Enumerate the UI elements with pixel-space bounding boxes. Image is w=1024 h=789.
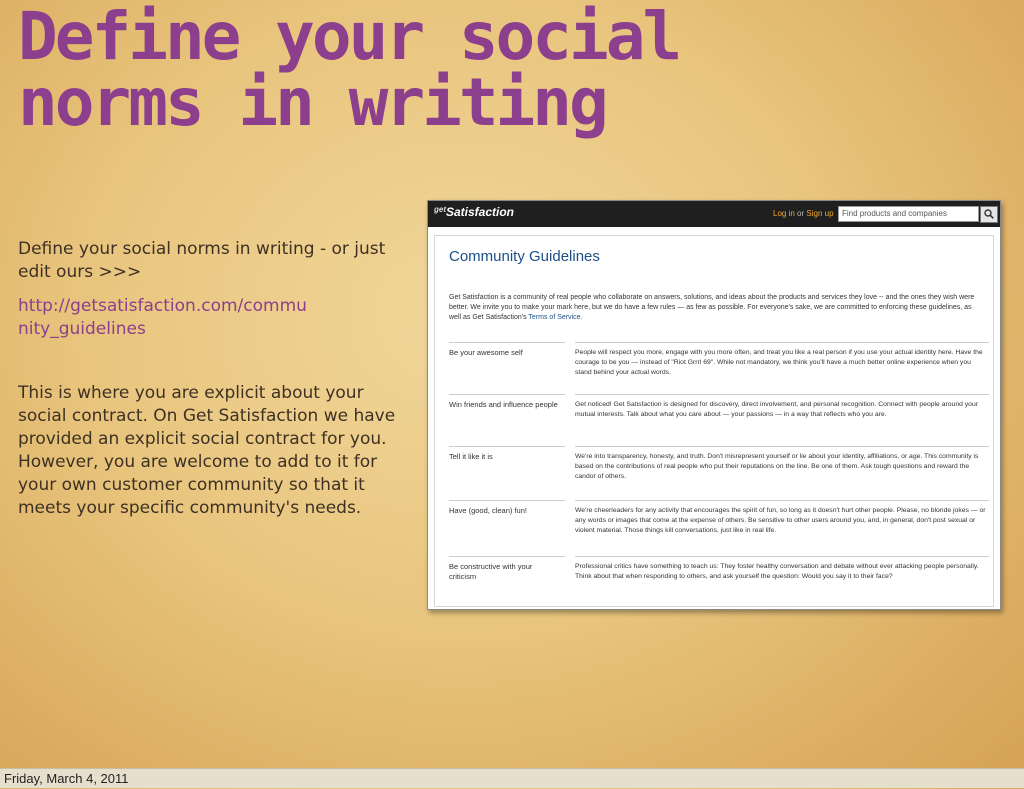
divider xyxy=(449,556,565,557)
slide-title xyxy=(18,0,718,141)
guidelines-intro-text: Get Satisfaction is a community of real people who collaborate on answers, solutions, and ideas about the products and services they love -- and the ones they wish were better. We invite you to make your mark here, but we do have a few rules — as few as possible. For everyone's sake, we are committed to enforcing these guidelines, as well as Get Satisfaction's xyxy=(449,294,975,321)
guideline-label: Have (good, clean) fun! xyxy=(449,506,527,515)
divider xyxy=(575,342,989,343)
site-logo-name: Satisfaction xyxy=(446,205,515,219)
divider xyxy=(575,500,989,501)
site-header-bar xyxy=(428,201,1000,227)
auth-links xyxy=(773,209,834,218)
search-input[interactable]: Find products and companies xyxy=(838,206,979,222)
login-link[interactable]: Log in xyxy=(773,209,795,218)
search-icon xyxy=(984,209,994,219)
guideline-text: We're cheerleaders for any activity that encourages the spirit of fun, so long as it doesn't hurt other people. Please, no blonde jokes — or any words or images that come at the expense of others. Be sensitive to other users around you, and, in general, don't post sexual or violent material. Those things kill conversations, just like in real life. xyxy=(575,507,986,534)
divider xyxy=(575,446,989,447)
slide-intro-text: Define your social norms in writing - or just edit ours >>> xyxy=(18,239,386,282)
divider xyxy=(449,500,565,501)
search-button[interactable] xyxy=(980,206,998,223)
terms-of-service-link[interactable]: Terms of Service. xyxy=(528,314,583,321)
guideline-label: Be your awesome self xyxy=(449,348,523,357)
divider xyxy=(449,342,565,343)
divider xyxy=(449,394,565,395)
guideline-text: We're into transparency, honesty, and truth. Don't misrepresent yourself or lie about your identity, affiliations, or age. This community is based on the contributions of real people who put their reputations on the line. Be one of them. Ask tough questions and reward the candor of others. xyxy=(575,453,979,480)
guideline-label: Win friends and influence people xyxy=(449,400,558,409)
guideline-text: People will respect you more, engage with you more often, and treat you like a real person if you use your actual identity here. Have the courage to be you — instead of "Riot Grrrl 69". While not mandatory, we think you'll have a much better online experience when you stand behind your actual words. xyxy=(575,349,983,376)
divider xyxy=(575,394,989,395)
slide-body-text: This is where you are explicit about your social contract. On Get Satisfaction we have provided an explicit social contract for you. However, you are welcome to add to it for your own customer community so that it meets your specific community's needs. xyxy=(18,383,396,518)
community-guidelines-heading: Community Guidelines xyxy=(449,248,600,265)
slide-title-line-1: Define your social xyxy=(18,0,680,75)
guideline-label: Tell it like it is xyxy=(449,452,493,461)
signup-link[interactable]: Sign up xyxy=(806,209,834,218)
auth-or-text: or xyxy=(797,209,805,218)
slide-title-line-2: norms in writing xyxy=(18,64,606,141)
site-logo-prefix: get xyxy=(434,205,446,214)
guideline-label: Be constructive with your criticism xyxy=(449,562,533,581)
guideline-text: Get noticed! Get Satisfaction is designed for discovery, direct involvement, and personal recognition. Connect with people around your mutual interests. Talk about what you care about — your passions — in a way that reflects who you are. xyxy=(575,401,979,418)
guidelines-intro xyxy=(449,293,979,323)
divider xyxy=(575,556,989,557)
guideline-text: Professional critics have something to teach us: They foster healthy conversation and debate without ever attacking people personally. Think about that when responding to others, and ask yourself the question: Would you say it to their face? xyxy=(575,563,979,580)
guidelines-panel xyxy=(434,235,994,607)
slide-footer-date: Friday, March 4, 2011 xyxy=(0,768,1024,788)
divider xyxy=(449,446,565,447)
site-logo[interactable] xyxy=(434,205,514,219)
guidelines-url[interactable]: http://getsatisfaction.com/community_guidelines xyxy=(18,296,307,339)
guidelines-screenshot xyxy=(427,200,1001,610)
